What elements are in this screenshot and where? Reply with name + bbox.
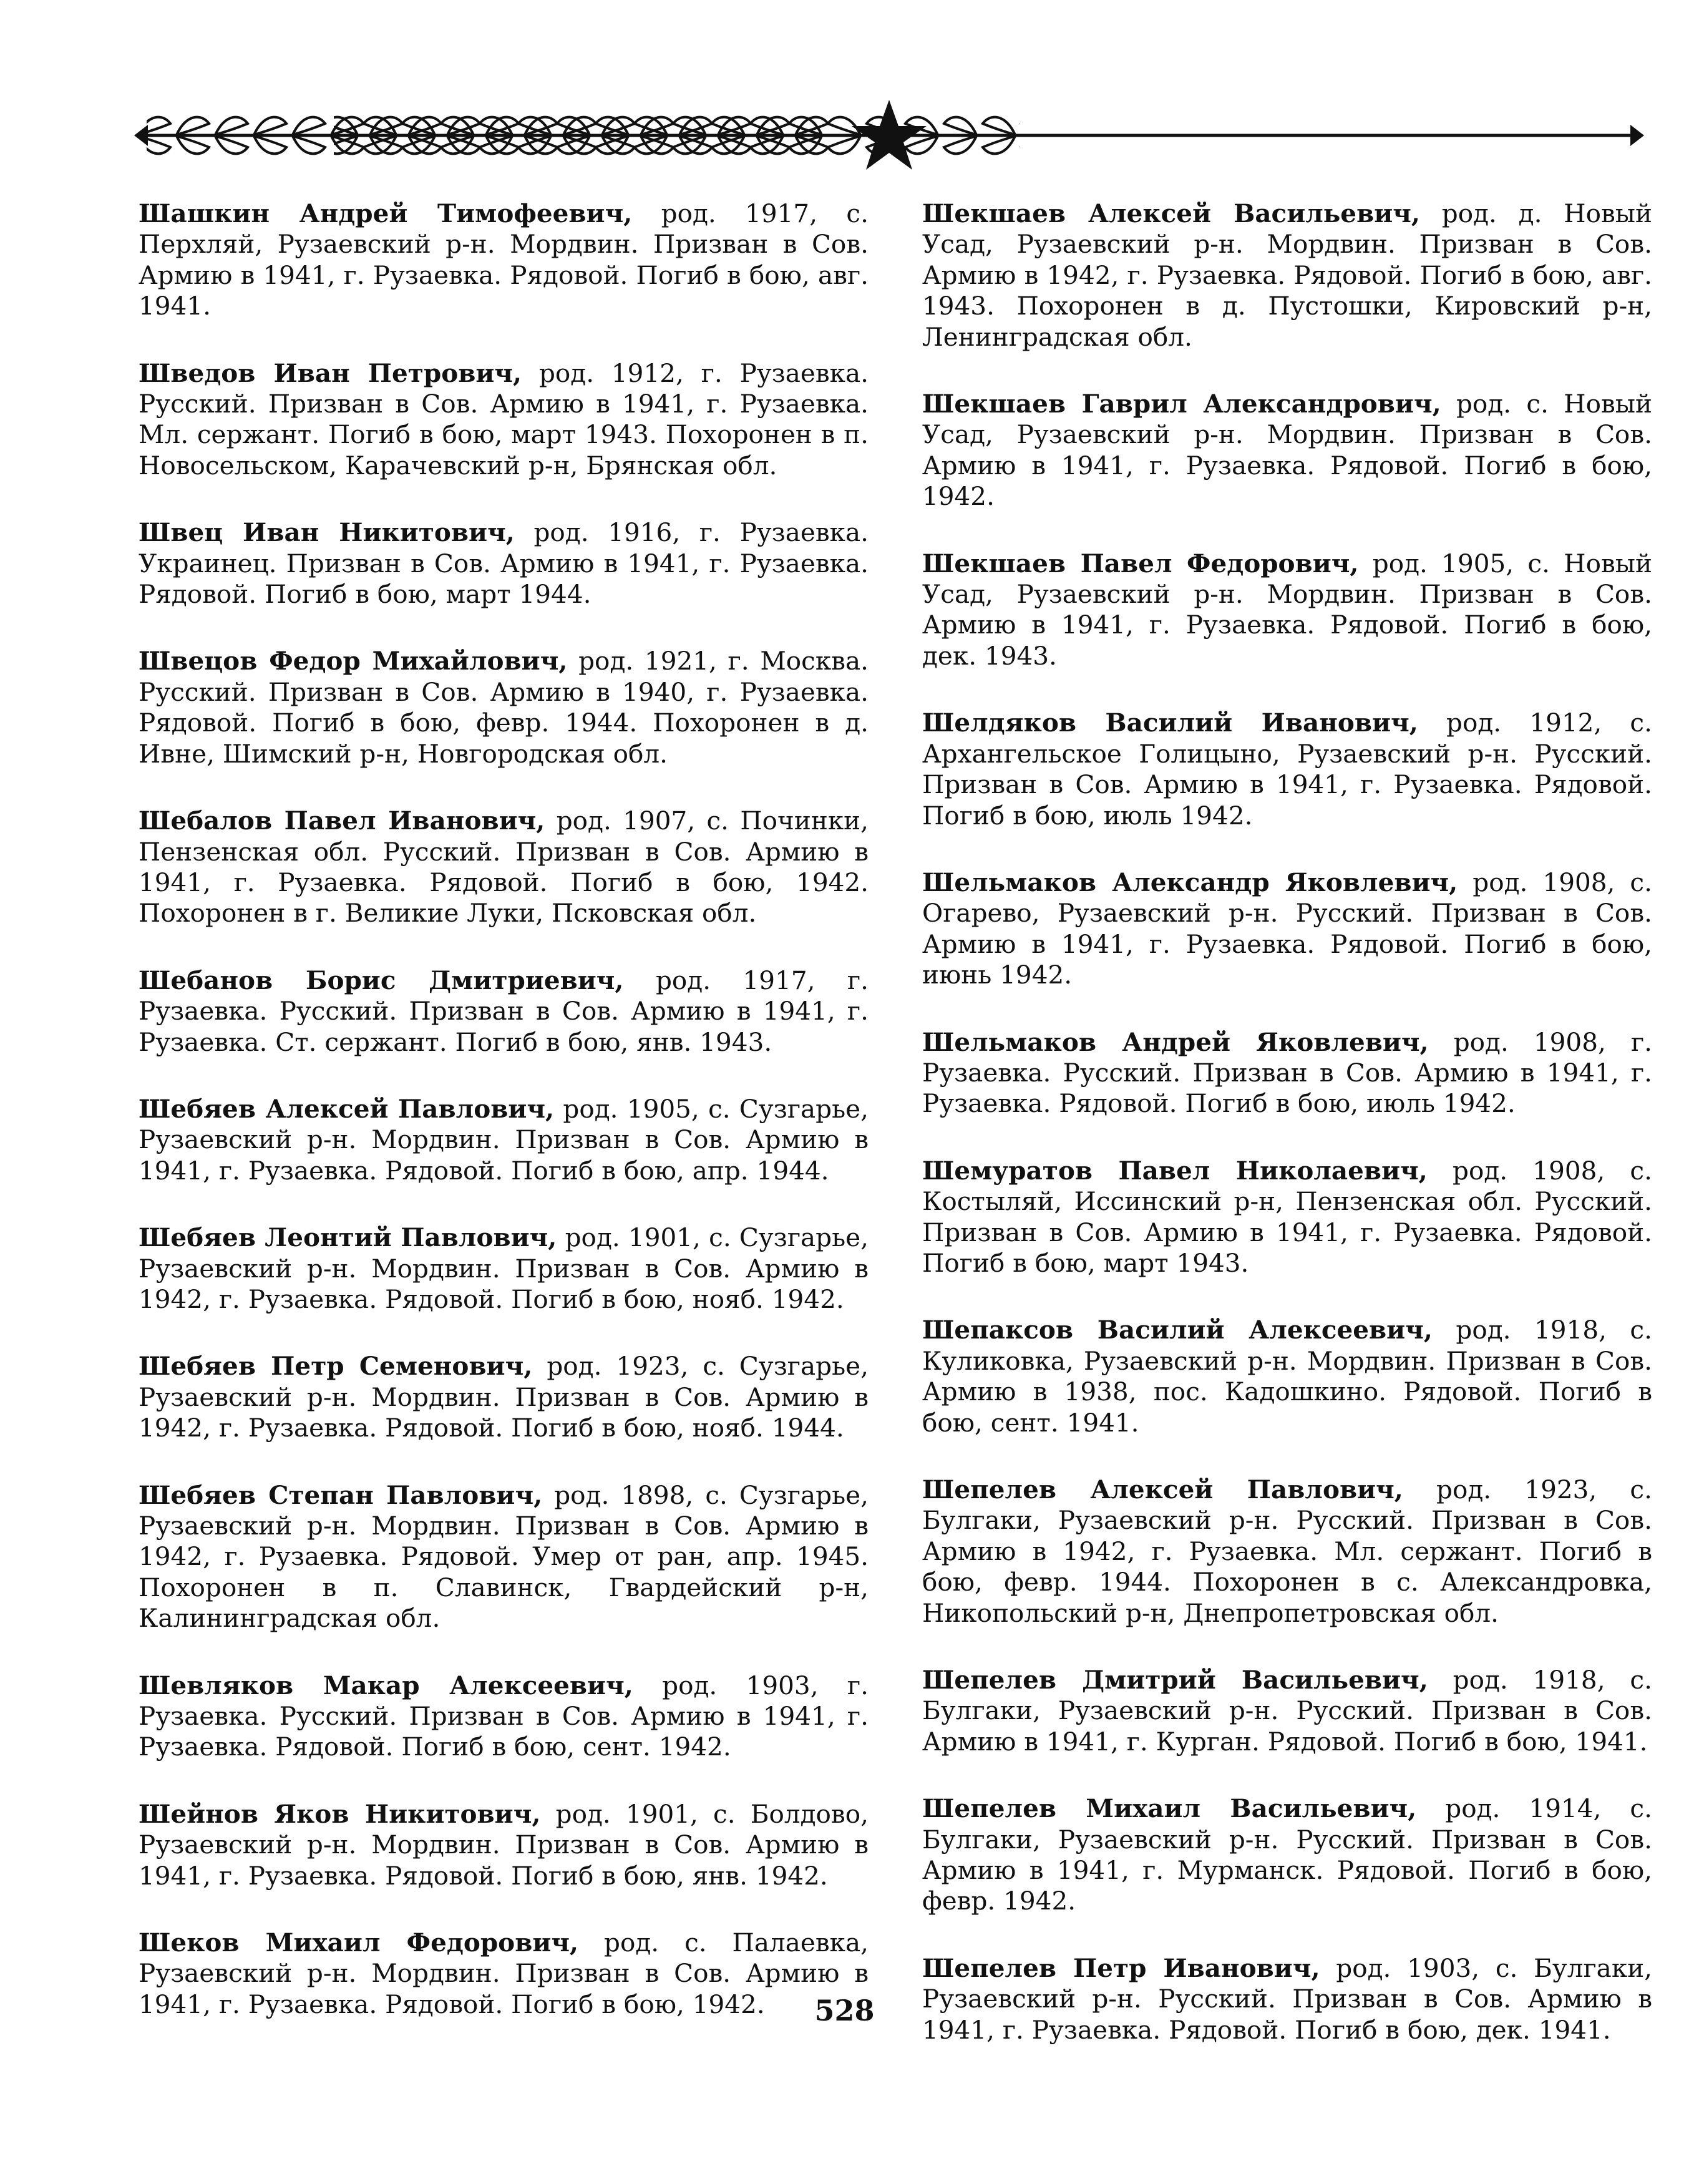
entry-name: Шейнов Яков Никитович, [139,1798,541,1829]
entry [139,1222,869,1315]
entry [139,517,869,610]
entry-name: Шведов Иван Петрович, [139,358,522,388]
entry [139,358,869,482]
entry-name: Швецов Федор Михайлович, [139,646,568,676]
entry [922,389,1652,512]
entry [139,1480,869,1634]
entry [139,1094,869,1186]
page-number: 528 [814,1994,875,2027]
entry-name: Шебяев Петр Семенович, [139,1351,533,1382]
entry-name: Шельмаков Андрей Яковлевич, [922,1026,1429,1057]
entry-name: Шевляков Макар Алексеевич, [139,1670,633,1700]
entry [139,646,869,769]
entry-text: род. 1908, с. Огарево, Рузаевский р-н. Русский. Призван в Сов. Армию в 1941, г. Рузаевка. Рядовой. Погиб в бою, июнь 1942. [922,867,1652,990]
entry [922,1156,1652,1279]
entry-text: род. с. Новый Усад, Рузаевский р-н. Мордвин. Призван в Сов. Армию в 1941, г. Рузаевка. Рядовой. Погиб в бою, 1942. [922,389,1652,512]
entry [922,1793,1652,1917]
entry-text: род. 1901, с. Сузгарье, Рузаевский р-н. Мордвин. Призван в Сов. Армию в 1942, г. Рузаевка. Рядовой. Погиб в бою, нояб. 1942. [139,1222,869,1314]
entry-name: Шелдяков Василий Иванович, [922,708,1418,738]
entry [139,1670,869,1763]
entry-text: род. 1898, с. Сузгарье, Рузаевский р-н. Мордвин. Призван в Сов. Армию в 1942, г. Рузаевка. Рядовой. Умер от ран, апр. 1945. Похоронен в п. Славинск, Гвардейский р-н, Калининградская обл. [139,1480,869,1634]
entry-name: Швец Иван Никитович, [139,517,515,548]
entry-text: род. 1917, с. Перхляй, Рузаевский р-н. Мордвин. Призван в Сов. Армию в 1941, г. Рузаевка. Рядовой. Погиб в бою, авг. 1941. [139,198,869,321]
entry-text: род. 1905, с. Новый Усад, Рузаевский р-н. Мордвин. Призван в Сов. Армию в 1941, г. Рузаевка. Рядовой. Погиб в бою, дек. 1943. [922,548,1652,671]
laurel-star-ornament [134,100,1644,172]
entry-name: Шебанов Борис Дмитриевич, [139,965,624,995]
left-column [139,198,869,2056]
entry [922,708,1652,831]
entry-name: Шепелев Петр Иванович, [922,1952,1320,1983]
entry-name: Шепаксов Василий Алексеевич, [922,1315,1433,1345]
entry-name: Шекшаев Алексей Васильевич, [922,198,1420,228]
entry-name: Шемуратов Павел Николаевич, [922,1155,1428,1186]
entry-text: род. 1908, г. Рузаевка. Русский. Призван в Сов. Армию в 1941, г. Рузаевка. Рядовой. Погиб в бою, июль 1942. [922,1026,1652,1119]
entry-name: Шашкин Андрей Тимофеевич, [139,198,633,228]
entry [139,198,869,322]
entry-text: род. 1901, с. Болдово, Рузаевский р-н. Мордвин. Призван в Сов. Армию в 1941, г. Рузаевка. Рядовой. Погиб в бою, янв. 1942. [139,1798,869,1891]
laurel-star-icon [134,100,1644,172]
entry-text: род. 1917, г. Рузаевка. Русский. Призван в Сов. Армию в 1941, г. Рузаевка. Ст. сержант. Погиб в бою, янв. 1943. [139,965,869,1057]
entry [139,1799,869,1891]
entry-text: род. 1916, г. Рузаевка. Украинец. Призван в Сов. Армию в 1941, г. Рузаевка. Рядовой. Погиб в бою, март 1944. [139,517,869,610]
entry [922,1027,1652,1119]
entry-name: Шебяев Леонтий Павлович, [139,1222,557,1253]
entry-name: Шеков Михаил Федорович, [139,1928,579,1958]
entry-text: род. 1923, с. Булгаки, Рузаевский р-н. Русский. Призван в Сов. Армию в 1942, г. Рузаевка. Мл. сержант. Погиб в бою, февр. 1944. Похоронен в с. Александровка, Никопольский р-н, Днепропетровская обл. [922,1475,1652,1628]
entry-text: род. 1907, с. Починки, Пензенская обл. Русский. Призван в Сов. Армию в 1941, г. Рузаевка. Рядовой. Погиб в бою, 1942. Похоронен в г. Великие Луки, Псковская обл. [139,806,869,929]
entry-name: Шепелев Алексей Павлович, [922,1475,1403,1504]
entry-text: род. 1905, с. Сузгарье, Рузаевский р-н. Мордвин. Призван в Сов. Армию в 1941, г. Рузаевка. Рядовой. Погиб в бою, апр. 1944. [139,1093,869,1186]
entry-text: род. 1914, с. Булгаки, Рузаевский р-н. Русский. Призван в Сов. Армию в 1941, г. Мурманск. Рядовой. Погиб в бою, февр. 1942. [922,1793,1652,1916]
entry-name: Шебяев Степан Павлович, [139,1480,543,1510]
entry-name: Шельмаков Александр Яковлевич, [922,867,1458,897]
entry-text: род. д. Новый Усад, Рузаевский р-н. Мордвин. Призван в Сов. Армию в 1942, г. Рузаевка. Рядовой. Погиб в бою, авг. 1943. Похоронен в д. Пустошки, Кировский р-н, Ленинградская обл. [922,198,1652,352]
entry-name: Шепелев Дмитрий Васильевич, [922,1665,1428,1695]
entry-text: род. 1912, г. Рузаевка. Русский. Призван в Сов. Армию в 1941, г. Рузаевка. Мл. сержант. Погиб в бою, март 1943. Похоронен в п. Новосельском, Карачевский р-н, Брянская обл. [139,358,869,480]
entry-text: род. 1912, с. Архангельское Голицыно, Рузаевский р-н. Русский. Призван в Сов. Армию в 1941, г. Рузаевка. Рядовой. Погиб в бою, июль 1942. [922,708,1652,831]
entry-text: род. 1903, г. Рузаевка. Русский. Призван в Сов. Армию в 1941, г. Рузаевка. Рядовой. Погиб в бою, сент. 1942. [139,1670,869,1762]
entry [922,1315,1652,1438]
entry-text: род. 1918, с. Булгаки, Рузаевский р-н. Русский. Призван в Сов. Армию в 1941, г. Курган. Рядовой. Погиб в бою, 1941. [922,1665,1652,1757]
entry-text: род. 1923, с. Сузгарье, Рузаевский р-н. Мордвин. Призван в Сов. Армию в 1942, г. Рузаевка. Рядовой. Погиб в бою, нояб. 1944. [139,1351,869,1443]
entry [922,1665,1652,1757]
entry [922,198,1652,353]
entry [922,548,1652,672]
entry-name: Шекшаев Павел Федорович, [922,548,1359,578]
entry-text: род. 1903, с. Булгаки, Рузаевский р-н. Русский. Призван в Сов. Армию в 1941, г. Рузаевка. Рядовой. Погиб в бою, дек. 1941. [922,1952,1652,2045]
entry-name: Шепелев Михаил Васильевич, [922,1793,1417,1824]
right-column [922,198,1652,2082]
entry-text: род. 1921, г. Москва. Русский. Призван в Сов. Армию в 1940, г. Рузаевка. Рядовой. Погиб в бою, февр. 1944. Похоронен в д. Ивне, Шимский р-н, Новгородская обл. [139,646,869,769]
entry [139,965,869,1058]
entry [922,867,1652,991]
entry [139,1351,869,1443]
entry [139,806,869,929]
entry-text: род. с. Палаевка, Рузаевский р-н. Мордвин. Призван в Сов. Армию в 1941, г. Рузаевка. Рядовой. Погиб в бою, 1942. [139,1928,869,2019]
entry-name: Шебяев Алексей Павлович, [139,1093,555,1124]
entry-text: род. 1908, с. Костыляй, Иссинский р-н, Пензенская обл. Русский. Призван в Сов. Армию в 1941, г. Рузаевка. Рядовой. Погиб в бою, март 1943. [922,1155,1652,1278]
entry-text: род. 1918, с. Куликовка, Рузаевский р-н. Мордвин. Призван в Сов. Армию в 1938, пос. Кадошкино. Рядовой. Погиб в бою, сент. 1941. [922,1315,1652,1438]
entry-name: Шекшаев Гаврил Александрович, [922,389,1441,419]
entry [922,1475,1652,1629]
entry-name: Шебалов Павел Иванович, [139,806,545,836]
